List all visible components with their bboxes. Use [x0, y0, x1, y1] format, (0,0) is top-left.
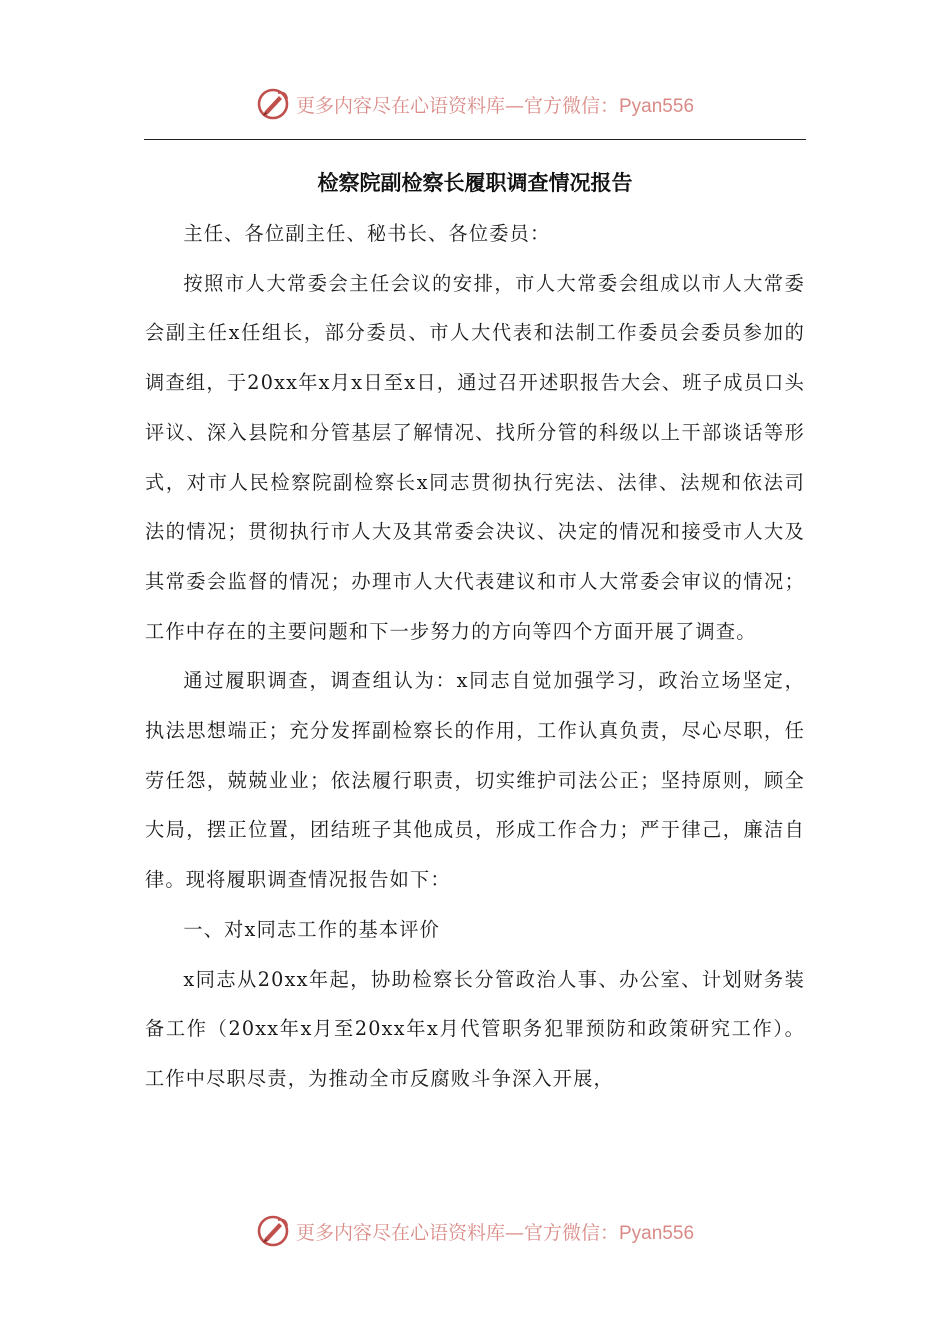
salutation: 主任、各位副主任、秘书长、各位委员： [183, 222, 551, 245]
header-divider [144, 139, 806, 140]
watermark-text: 更多内容尽在心语资料库—官方微信：Pyan556 [295, 94, 695, 117]
document-title: 检察院副检察长履职调查情况报告 [317, 171, 633, 195]
section-heading-1: 一、对x同志工作的基本评价 [183, 917, 441, 941]
paragraph-2: 通过履职调查，调查组认为：x同志自觉加强学习，政治立场坚定，执法思想端正；充分发挥副检察长的作用，工作认真负责，尽心尽职，任劳任怨，兢兢业业；依法履行职责，切实维护司法公正；坚持原则，顾全大局，摆正位置，团结班子其他成员，形成工作合力；严于律己，廉洁自律。现将履职调查情况报告如下： [145, 669, 805, 892]
pen-logo-icon [256, 1214, 290, 1248]
watermark-text: 更多内容尽在心语资料库—官方微信：Pyan556 [295, 1221, 695, 1244]
paragraph-1: 按照市人大常委会主任会议的安排，市人大常委会组成以市人大常委会副主任x任组长，部分委员、市人大代表和法制工作委员会委员参加的调查组，于20xx年x月x日至x日，通过召开述职报告大会、班子成员口头评议、深入县院和分管基层了解情况、找所分管的科级以上干部谈话等形式，对市人民检察院副检察长x同志贯彻执行宪法、法律、法规和依法司法的情况；贯彻执行市人大及其常委会决议、决定的情况和接受市人大及其常委会监督的情况；办理市人大代表建议和市人大常委会审议的情况；工作中存在的主要问题和下一步努力的方向等四个方面开展了调查。 [145, 271, 805, 643]
document-body [145, 163, 805, 1104]
footer-watermark [0, 1211, 950, 1251]
pen-logo-icon [256, 87, 290, 121]
header-watermark [0, 84, 950, 124]
paragraph-3: x同志从20xx年起，协助检察长分管政治人事、办公室、计划财务装备工作（20xx年x月至20xx年x月代管职务犯罪预防和政策研究工作）。工作中尽职尽责，为推动全市反腐败斗争深入开展， [145, 967, 805, 1090]
